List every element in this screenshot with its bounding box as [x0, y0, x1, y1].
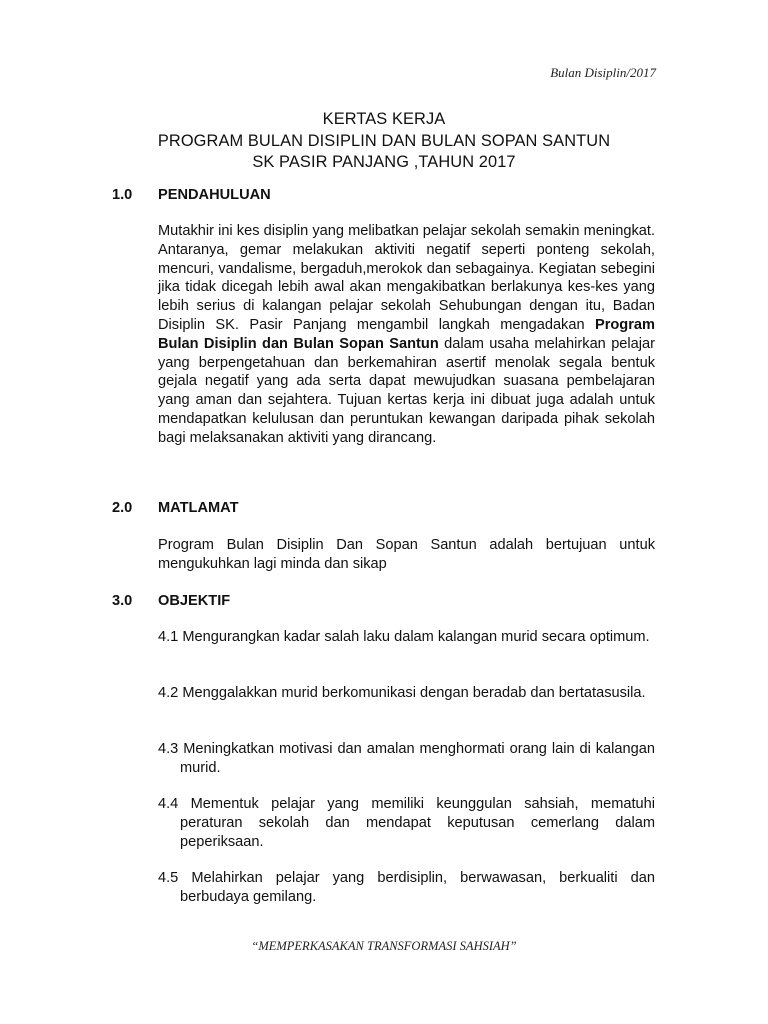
document-title [0, 109, 768, 174]
objective-item: 4.3 Meningkatkan motivasi dan amalan menghormati orang lain di kalangan murid. [158, 741, 655, 776]
section-title: PENDAHULUAN [158, 187, 271, 203]
title-line-3: SK PASIR PANJANG ,TAHUN 2017 [252, 153, 516, 171]
objective-item: 4.1 Mengurangkan kadar salah laku dalam kalangan murid secara optimum. [158, 629, 650, 645]
header-note: Bulan Disiplin/2017 [550, 65, 656, 80]
title-line-1: KERTAS KERJA [322, 110, 446, 128]
section-number: 3.0 [112, 593, 133, 609]
section-number: 1.0 [112, 187, 133, 203]
objective-item: 4.4 Mementuk pelajar yang memiliki keunggulan sahsiah, mematuhi peraturan sekolah dan mendapat keputusan cemerlang dalam peperiksaan. [158, 796, 655, 850]
section-heading-matlamat [112, 499, 239, 518]
section-body-matlamat: Program Bulan Disiplin Dan Sopan Santun adalah bertujuan untuk mengukuhkan lagi minda dan sikap [158, 537, 655, 572]
section-title: MATLAMAT [158, 500, 239, 516]
body-text-part: dalam usaha melahirkan pelajar yang berpengetahuan dan berkemahiran asertif menolak segala bentuk gejala negatif yang ada serta dapat mewujudkan suasana pembelajaran yang aman dan sejahtera. Tujuan kertas kerja ini dibuat juga adalah untuk mendapatkan kelulusan dan peruntukan kewangan daripada pihak sekolah bagi melaksanakan aktiviti yang dirancang. [158, 335, 655, 446]
objective-item: 4.5 Melahirkan pelajar yang berdisiplin, berwawasan, berkualiti dan berbudaya gemilang. [158, 870, 655, 905]
section-title: OBJEKTIF [158, 593, 231, 609]
section-body-pendahuluan [158, 222, 655, 448]
section-heading-objektif [112, 592, 230, 611]
objective-item: 4.2 Menggalakkan murid berkomunikasi dengan beradab dan bertatasusila. [158, 685, 646, 701]
title-line-2: PROGRAM BULAN DISIPLIN DAN BULAN SOPAN SANTUN [157, 131, 611, 150]
program-name-bold: Program Bulan Disiplin dan Bulan Sopan Santun [158, 316, 655, 352]
footer-motto: “MEMPERKASAKAN TRANSFORMASI SAHSIAH” [251, 939, 517, 953]
section-heading-pendahuluan [112, 186, 271, 205]
body-text-part: Mutakhir ini kes disiplin yang melibatkan pelajar sekolah semakin meningkat. Antaranya, gemar melakukan aktiviti negatif seperti ponteng sekolah, mencuri, vandalisme, bergaduh,merokok dan sebagainya. Kegiatan sebegini jika tidak dicegah lebih awal akan mengakibatkan berlakunya kes-kes yang lebih serius di kalangan pelajar sekolah Sehubungan dengan itu, Badan Disiplin SK. Pasir Panjang mengambil langkah mengadakan [158, 223, 655, 333]
section-number: 2.0 [112, 500, 133, 516]
